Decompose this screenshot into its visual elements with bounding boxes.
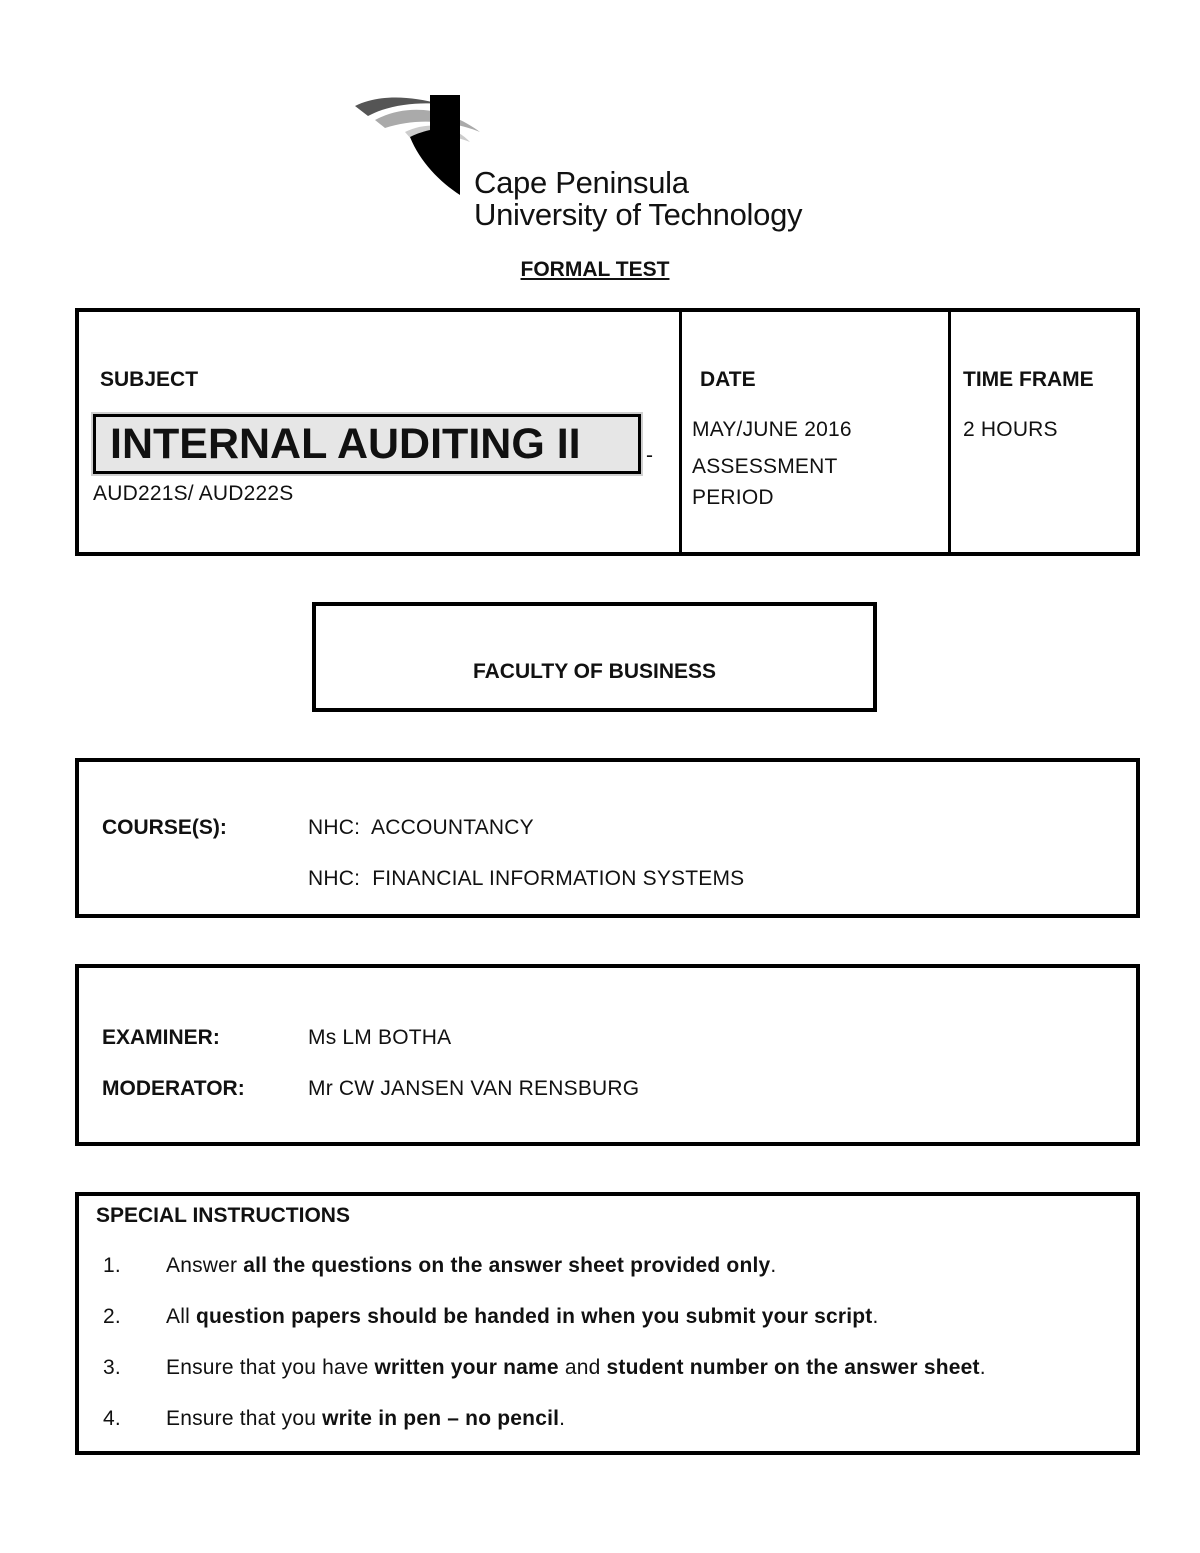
date-value: MAY/JUNE 2016: [692, 418, 852, 441]
date-line-2: ASSESSMENT: [692, 455, 838, 478]
courses-box: [75, 758, 1140, 918]
subject-label: SUBJECT: [100, 368, 199, 391]
moderator-label: MODERATOR:: [102, 1077, 245, 1100]
instruction-run: Answer: [166, 1254, 244, 1277]
instructions-title: SPECIAL INSTRUCTIONS: [96, 1204, 350, 1227]
logo-swoosh-icon: [350, 92, 490, 202]
course-item: NHC: FINANCIAL INFORMATION SYSTEMS: [308, 867, 745, 890]
examiner-label: EXAMINER:: [102, 1026, 220, 1049]
instructions-box: [75, 1192, 1140, 1455]
doc-title-wrap: [0, 258, 1200, 282]
course-item: NHC: ACCOUNTANCY: [308, 816, 534, 839]
faculty-box: [312, 602, 877, 712]
subject-codes: AUD221S/ AUD222S: [93, 482, 294, 505]
instruction-run: All: [166, 1305, 196, 1328]
faculty-name: FACULTY OF BUSINESS: [472, 660, 717, 683]
instruction-number: 2.: [103, 1305, 121, 1328]
moderator-name: Mr CW JANSEN VAN RENSBURG: [308, 1077, 640, 1100]
instruction-emphasis: student number on the answer sheet: [606, 1356, 980, 1379]
instruction-run: .: [979, 1356, 986, 1379]
instruction-run: Ensure that you have: [166, 1356, 375, 1379]
instruction-emphasis: question papers should be handed in when you submit your script: [195, 1305, 873, 1328]
examiner-name: Ms LM BOTHA: [308, 1026, 452, 1049]
date-line-3: PERIOD: [692, 486, 774, 509]
instruction-emphasis: written your name: [374, 1356, 559, 1379]
instruction-run: .: [559, 1407, 566, 1430]
header-table: [75, 308, 1140, 556]
divider: [679, 312, 682, 552]
instruction-emphasis: all the questions on the answer sheet provided only: [243, 1254, 771, 1277]
instruction-text: [166, 1407, 565, 1431]
instruction-number: 1.: [103, 1254, 121, 1277]
logo-line-1: Cape Peninsula: [474, 165, 689, 200]
instruction-text: [166, 1305, 879, 1329]
instruction-run: Ensure that you: [166, 1407, 323, 1430]
logo-line-2: University of Technology: [474, 197, 803, 232]
instruction-run: and: [558, 1356, 607, 1379]
subject-name: INTERNAL AUDITING II: [93, 414, 641, 474]
staff-box: [75, 964, 1140, 1146]
divider: [948, 312, 951, 552]
instruction-run: .: [872, 1305, 879, 1328]
instruction-run: .: [770, 1254, 777, 1277]
instruction-number: 3.: [103, 1356, 121, 1379]
time-frame-value: 2 HOURS: [963, 418, 1058, 441]
courses-label: COURSE(S):: [102, 816, 227, 839]
instruction-number: 4.: [103, 1407, 121, 1430]
doc-title: FORMAL TEST: [520, 258, 670, 281]
instruction-text: [166, 1356, 986, 1380]
instruction-text: [166, 1254, 776, 1278]
instruction-emphasis: write in pen – no pencil: [322, 1407, 560, 1430]
date-label: DATE: [700, 368, 756, 391]
subject-dash: -: [646, 444, 654, 467]
time-frame-label: TIME FRAME: [963, 368, 1094, 391]
